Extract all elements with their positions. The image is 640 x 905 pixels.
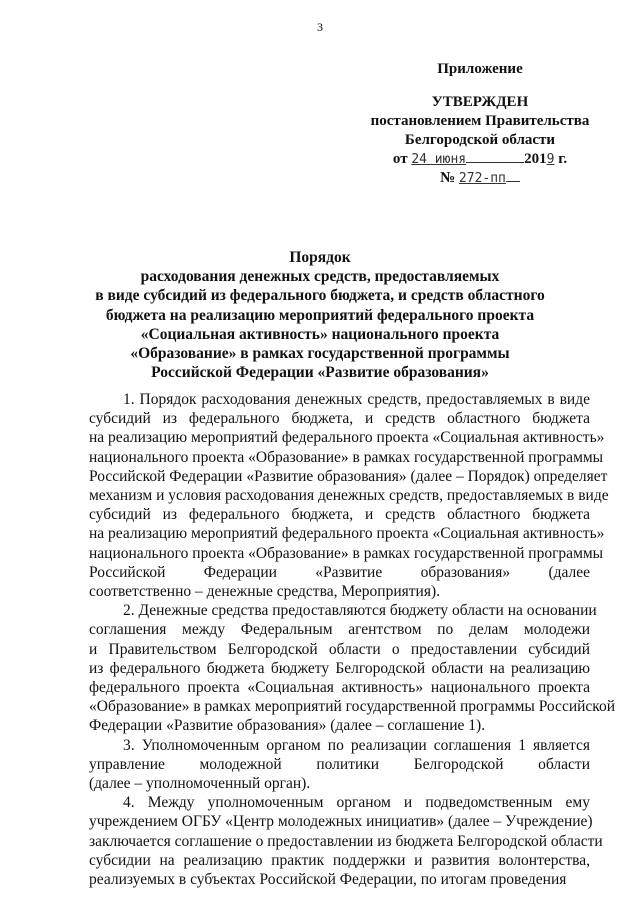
paragraph-line: соответственно – денежные средства, Мероприятия). bbox=[89, 583, 440, 601]
paragraph-1 bbox=[89, 390, 609, 601]
paragraph-2 bbox=[89, 601, 616, 735]
date-year-suffix: 9 bbox=[546, 152, 555, 167]
paragraph-line: Российской Федерации «Развитие образования» (далее – Порядок) определяет bbox=[89, 467, 608, 485]
document-title bbox=[90, 248, 550, 382]
paragraph-line: Российской Федерации «Развитие образования» (далее bbox=[89, 563, 590, 581]
paragraph-line: 4. Между уполномоченным органом и подведомственным ему bbox=[123, 794, 590, 812]
paragraph-line: национального проекта «Образование» в рамках государственной программы bbox=[89, 544, 604, 562]
number-prefix: № bbox=[440, 170, 456, 186]
paragraph-line: 1. Порядок расходования денежных средств, предоставляемых в виде bbox=[123, 391, 590, 408]
title-line: «Образование» в рамках государственной программы bbox=[130, 345, 510, 363]
paragraph-line: реализуемых в субъектах Российской Федерации, по итогам проведения bbox=[89, 871, 567, 889]
title-heading: Порядок bbox=[289, 249, 351, 266]
approval-date bbox=[360, 150, 600, 169]
approval-number bbox=[360, 169, 600, 188]
document-body bbox=[89, 390, 616, 889]
paragraph-line: соглашения между Федеральным агентством по делам молодежи bbox=[89, 621, 590, 639]
paragraph-line: 2. Денежные средства предоставляются бюджету области на основании bbox=[123, 602, 597, 620]
title-line: Российской Федерации «Развитие образования» bbox=[151, 364, 489, 382]
title-line: расходования денежных средств, предоставляемых bbox=[140, 268, 500, 286]
paragraph-line: учреждением ОГБУ «Центр молодежных инициатив» (далее – Учреждение) bbox=[89, 813, 593, 831]
date-year-prefix: 201 bbox=[524, 151, 547, 167]
paragraph-line: механизм и условия расходования денежных средств, предоставляемых в виде bbox=[89, 487, 609, 505]
approved-by-line1: постановлением Правительства bbox=[370, 113, 590, 129]
paragraph-line: из федерального бюджета бюджету Белгородской области на реализацию bbox=[89, 659, 590, 677]
paragraph-line: Федерации «Развитие образования» (далее – соглашение 1). bbox=[89, 717, 486, 735]
title-line: бюджета на реализацию мероприятий федерального проекта bbox=[105, 306, 535, 324]
paragraph-line: субсидии на реализацию практик поддержки и развития волонтерства, bbox=[89, 851, 590, 869]
approved-by-line2: Белгородской области bbox=[404, 132, 556, 148]
paragraph-line: федерального проекта «Социальная активность» национального проекта bbox=[89, 679, 590, 697]
approval-block bbox=[360, 60, 600, 188]
paragraph-3 bbox=[89, 736, 590, 794]
paragraph-line: 3. Уполномоченным органом по реализации соглашения 1 является bbox=[123, 736, 590, 754]
paragraph-line: на реализацию мероприятий федерального проекта «Социальная активность» bbox=[89, 525, 605, 543]
number-value: 272-пп bbox=[458, 171, 506, 186]
paragraph-line: субсидий из федерального бюджета, и средств областного бюджета bbox=[89, 410, 590, 428]
paragraph-4 bbox=[89, 793, 603, 889]
paragraph-line: заключается соглашение о предоставлении из бюджета Белгородской области bbox=[89, 832, 603, 850]
paragraph-line: и Правительством Белгородской области о предоставлении субсидий bbox=[89, 640, 590, 658]
title-line: «Социальная активность» национального проекта bbox=[140, 325, 500, 343]
paragraph-line: субсидий из федерального бюджета, и средств областного бюджета bbox=[89, 506, 590, 524]
appendix-label: Приложение bbox=[437, 61, 523, 77]
title-line: в виде субсидий из федерального бюджета, и средств областного bbox=[95, 287, 545, 305]
page-number: 3 bbox=[317, 20, 323, 34]
date-suffix: г. bbox=[558, 151, 568, 167]
approved-label: УТВЕРЖДЕН bbox=[431, 94, 529, 110]
date-day: 24 июня bbox=[411, 152, 467, 167]
paragraph-line: национального проекта «Образование» в рамках государственной программы bbox=[89, 448, 604, 466]
paragraph-line: управление молодежной политики Белгородской области bbox=[89, 755, 590, 773]
paragraph-line: (далее – уполномоченный орган). bbox=[89, 775, 311, 793]
date-prefix: от bbox=[392, 151, 408, 167]
paragraph-line: «Образование» в рамках мероприятий государственной программы Российской bbox=[89, 698, 616, 716]
paragraph-line: на реализацию мероприятий федерального проекта «Социальная активность» bbox=[89, 429, 605, 447]
